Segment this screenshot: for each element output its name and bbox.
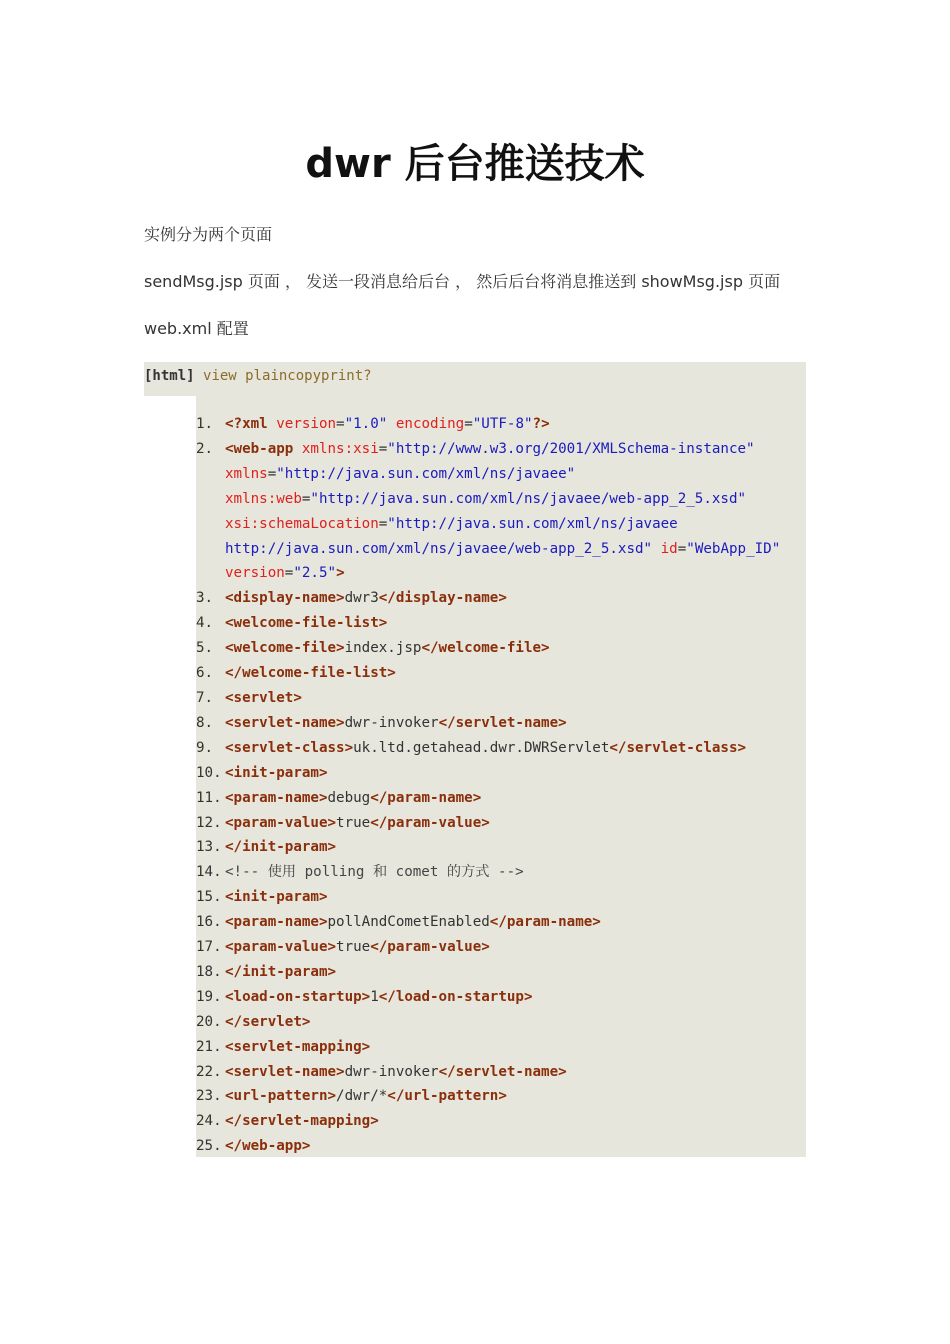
code-line: [196, 860, 796, 885]
code-token-tag: </servlet>: [225, 1013, 311, 1030]
line-text: [225, 860, 796, 885]
code-token-tag: </web-app>: [225, 1138, 311, 1155]
code-line: [196, 935, 796, 960]
line-text: [225, 1035, 796, 1060]
code-line: [196, 412, 796, 437]
line-text: [225, 711, 796, 736]
code-line: [196, 586, 796, 611]
line-text: [225, 512, 796, 537]
line-number: 8.: [196, 714, 214, 731]
code-token-val: "http://java.sun.com/xml/ns/javaee": [276, 465, 576, 482]
code-token-plain: 1: [370, 988, 379, 1005]
line-number: 21.: [196, 1038, 222, 1055]
code-token-tag: </param-name>: [370, 789, 482, 806]
code-token-attr: xmlns: [225, 465, 268, 482]
code-token-tag: <url-pattern>: [225, 1088, 337, 1105]
line-number: 22.: [196, 1063, 222, 1080]
code-line: [196, 711, 796, 736]
line-number: 1.: [196, 416, 214, 432]
line-text: [225, 412, 796, 437]
line-number: 11.: [196, 789, 222, 806]
line-text: [225, 1109, 796, 1134]
code-token-tag: <init-param>: [225, 889, 328, 906]
code-line: [196, 1109, 796, 1134]
code-token-plain: pollAndCometEnabled: [327, 914, 490, 931]
code-token-tag: <welcome-file-list>: [225, 615, 388, 632]
code-line: [196, 761, 796, 786]
code-token-tag: <servlet-name>: [225, 1063, 345, 1080]
line-number: [196, 537, 225, 562]
code-toolbar-links[interactable]: view plaincopyprint?: [203, 368, 372, 384]
line-number: [196, 462, 225, 487]
line-number: 12.: [196, 814, 222, 831]
code-token-plain: true: [336, 939, 371, 956]
code-token-val: http://java.sun.com/xml/ns/javaee/web-app_2_5.xsd": [225, 540, 653, 557]
code-line: [196, 736, 796, 761]
code-token-plain: =: [378, 440, 388, 457]
code-token-tag: </display-name>: [378, 590, 507, 607]
line-number: 17.: [196, 939, 222, 956]
code-token-tag: </servlet-name>: [438, 1063, 567, 1080]
line-number: [196, 512, 225, 537]
code-line: [196, 561, 796, 586]
intro-paragraph: 实例分为两个页面: [144, 225, 273, 244]
code-token-tag: <param-value>: [225, 939, 337, 956]
line-number: 16.: [196, 914, 222, 931]
line-text: [225, 686, 796, 711]
code-line: [196, 960, 796, 985]
line-number: 2.: [196, 440, 214, 457]
code-token-attr: encoding: [395, 416, 465, 432]
line-text: [225, 1134, 796, 1159]
description-paragraph: sendMsg.jsp 页面 ， 发送一段消息给后台 ， 然后后台将消息推送到 showMsg.jsp 页面: [144, 272, 781, 291]
line-number: 4.: [196, 615, 214, 632]
code-token-val: "WebApp_ID": [686, 540, 781, 557]
line-number: 24.: [196, 1113, 222, 1130]
line-text: [225, 885, 796, 910]
code-line: [196, 537, 796, 562]
line-number: 25.: [196, 1138, 222, 1155]
line-text: [225, 462, 796, 487]
code-line: [196, 910, 796, 935]
code-token-plain: =: [677, 540, 687, 557]
code-token-tag: </servlet-name>: [438, 714, 567, 731]
code-line: [196, 611, 796, 636]
line-number: 19.: [196, 988, 222, 1005]
config-heading: web.xml 配置: [144, 319, 249, 338]
line-text: [225, 910, 796, 935]
code-token-plain: /dwr/*: [336, 1088, 388, 1105]
code-token-tag: <param-value>: [225, 814, 337, 831]
code-line: [196, 1084, 796, 1109]
code-line: [196, 686, 796, 711]
line-text: [225, 835, 796, 860]
code-token-val: "http://java.sun.com/xml/ns/javaee/web-app_2_5.xsd": [310, 490, 747, 507]
code-token-attr: xmlns:web: [225, 490, 302, 507]
code-token-plain: dwr-invoker: [344, 714, 439, 731]
code-token-tag: </param-name>: [489, 914, 601, 931]
code-token-tag: </param-value>: [370, 939, 490, 956]
code-token-tag: <init-param>: [225, 764, 328, 781]
line-text: [225, 811, 796, 836]
code-token-tag: <load-on-startup>: [225, 988, 371, 1005]
line-text: [225, 487, 796, 512]
code-line: [196, 512, 796, 537]
code-token-attr: version: [225, 565, 285, 582]
code-line: [196, 811, 796, 836]
code-line: [196, 985, 796, 1010]
code-line: [196, 1134, 796, 1159]
code-token-val: "2.5": [293, 565, 337, 582]
code-token-plain: =: [267, 465, 277, 482]
line-number: 23.: [196, 1088, 222, 1105]
code-line: [196, 1010, 796, 1035]
code-line: [196, 885, 796, 910]
line-text: [225, 1010, 796, 1035]
line-number: [196, 561, 225, 586]
code-token-tag: </init-param>: [225, 963, 337, 980]
line-text: [225, 736, 796, 761]
code-token-tag: <display-name>: [225, 590, 345, 607]
line-number: 7.: [196, 689, 214, 706]
code-line: [196, 786, 796, 811]
code-listing: [196, 412, 796, 1159]
code-line: [196, 1035, 796, 1060]
code-token-tag: </url-pattern>: [387, 1088, 507, 1105]
line-number: 3.: [196, 590, 214, 607]
line-number: 18.: [196, 963, 222, 980]
code-token-tag: <servlet-class>: [225, 739, 354, 756]
code-token-tag: ?>: [532, 416, 550, 432]
line-text: [225, 985, 796, 1010]
code-token-tag: </servlet-class>: [609, 739, 747, 756]
code-token-tag: <param-name>: [225, 914, 328, 931]
code-token-tag: </welcome-file-list>: [225, 665, 396, 682]
line-number: 14.: [196, 864, 222, 881]
line-text: [225, 537, 796, 562]
line-number: 15.: [196, 889, 222, 906]
document-title: dwr 后台推送技术: [305, 141, 645, 187]
code-token-attr: id: [660, 540, 678, 557]
code-token-tag: <servlet-mapping>: [225, 1038, 371, 1055]
code-line: [196, 437, 796, 462]
line-number: 20.: [196, 1013, 222, 1030]
code-token-tag: <servlet>: [225, 689, 302, 706]
code-token-tag: </servlet-mapping>: [225, 1113, 379, 1130]
code-token-tag: </init-param>: [225, 839, 337, 856]
code-line: [196, 1060, 796, 1085]
line-number: 6.: [196, 665, 214, 682]
line-number: 5.: [196, 640, 214, 657]
line-text: [225, 636, 796, 661]
code-token-plain: [387, 416, 396, 432]
code-line: [196, 661, 796, 686]
code-token-val: "1.0": [344, 416, 388, 432]
code-line: [196, 462, 796, 487]
line-text: [225, 960, 796, 985]
line-text: [225, 786, 796, 811]
line-text: [225, 437, 796, 462]
code-line: [196, 835, 796, 860]
code-token-val: "http://java.sun.com/xml/ns/javaee: [387, 515, 678, 532]
code-token-plain: =: [301, 490, 311, 507]
code-token-plain: [652, 541, 661, 557]
code-token-plain: =: [464, 416, 473, 432]
code-block-toolbar: [144, 366, 372, 386]
line-text: [225, 1060, 796, 1085]
code-token-tag: <?xml: [225, 416, 277, 432]
code-token-plain: debug: [327, 789, 371, 806]
line-text: [225, 561, 796, 586]
line-text: [225, 661, 796, 686]
code-token-tag: <welcome-file>: [225, 640, 345, 657]
code-line: [196, 636, 796, 661]
code-token-tag: </welcome-file>: [421, 640, 550, 657]
code-token-attr: xmlns:xsi: [301, 440, 379, 457]
line-number: 10.: [196, 764, 222, 781]
code-token-tag: >: [336, 565, 345, 582]
code-token-val: "http://www.w3.org/2001/XMLSchema-instance": [387, 440, 755, 457]
line-text: [225, 761, 796, 786]
code-line: [196, 487, 796, 512]
code-token-plain: true: [336, 814, 371, 831]
code-token-plain: =: [284, 565, 294, 582]
code-token-plain: =: [378, 515, 388, 532]
code-token-tag: <param-name>: [225, 789, 328, 806]
line-text: [225, 586, 796, 611]
code-token-plain: dwr-invoker: [344, 1063, 439, 1080]
code-token-tag: </load-on-startup>: [378, 988, 533, 1005]
line-text: [225, 935, 796, 960]
code-token-tag: <servlet-name>: [225, 714, 345, 731]
code-token-plain: dwr3: [344, 590, 379, 607]
line-text: [225, 611, 796, 636]
line-number: [196, 487, 225, 512]
code-language-label: [html]: [144, 368, 195, 384]
line-text: [225, 1084, 796, 1109]
code-token-attr: xsi:schemaLocation: [225, 515, 379, 532]
code-token-attr: version: [276, 416, 337, 432]
code-token-val: "UTF-8": [472, 416, 533, 432]
code-token-tag: <web-app: [225, 440, 302, 457]
line-number: 13.: [196, 839, 222, 856]
code-token-tag: </param-value>: [370, 814, 490, 831]
code-token-plain: index.jsp: [344, 640, 422, 657]
line-number: 9.: [196, 739, 214, 756]
code-token-plain: uk.ltd.getahead.dwr.DWRServlet: [353, 739, 610, 756]
code-token-plain: =: [336, 416, 345, 432]
code-token-cmt: <!-- 使用 polling 和 comet 的方式 -->: [225, 864, 524, 881]
